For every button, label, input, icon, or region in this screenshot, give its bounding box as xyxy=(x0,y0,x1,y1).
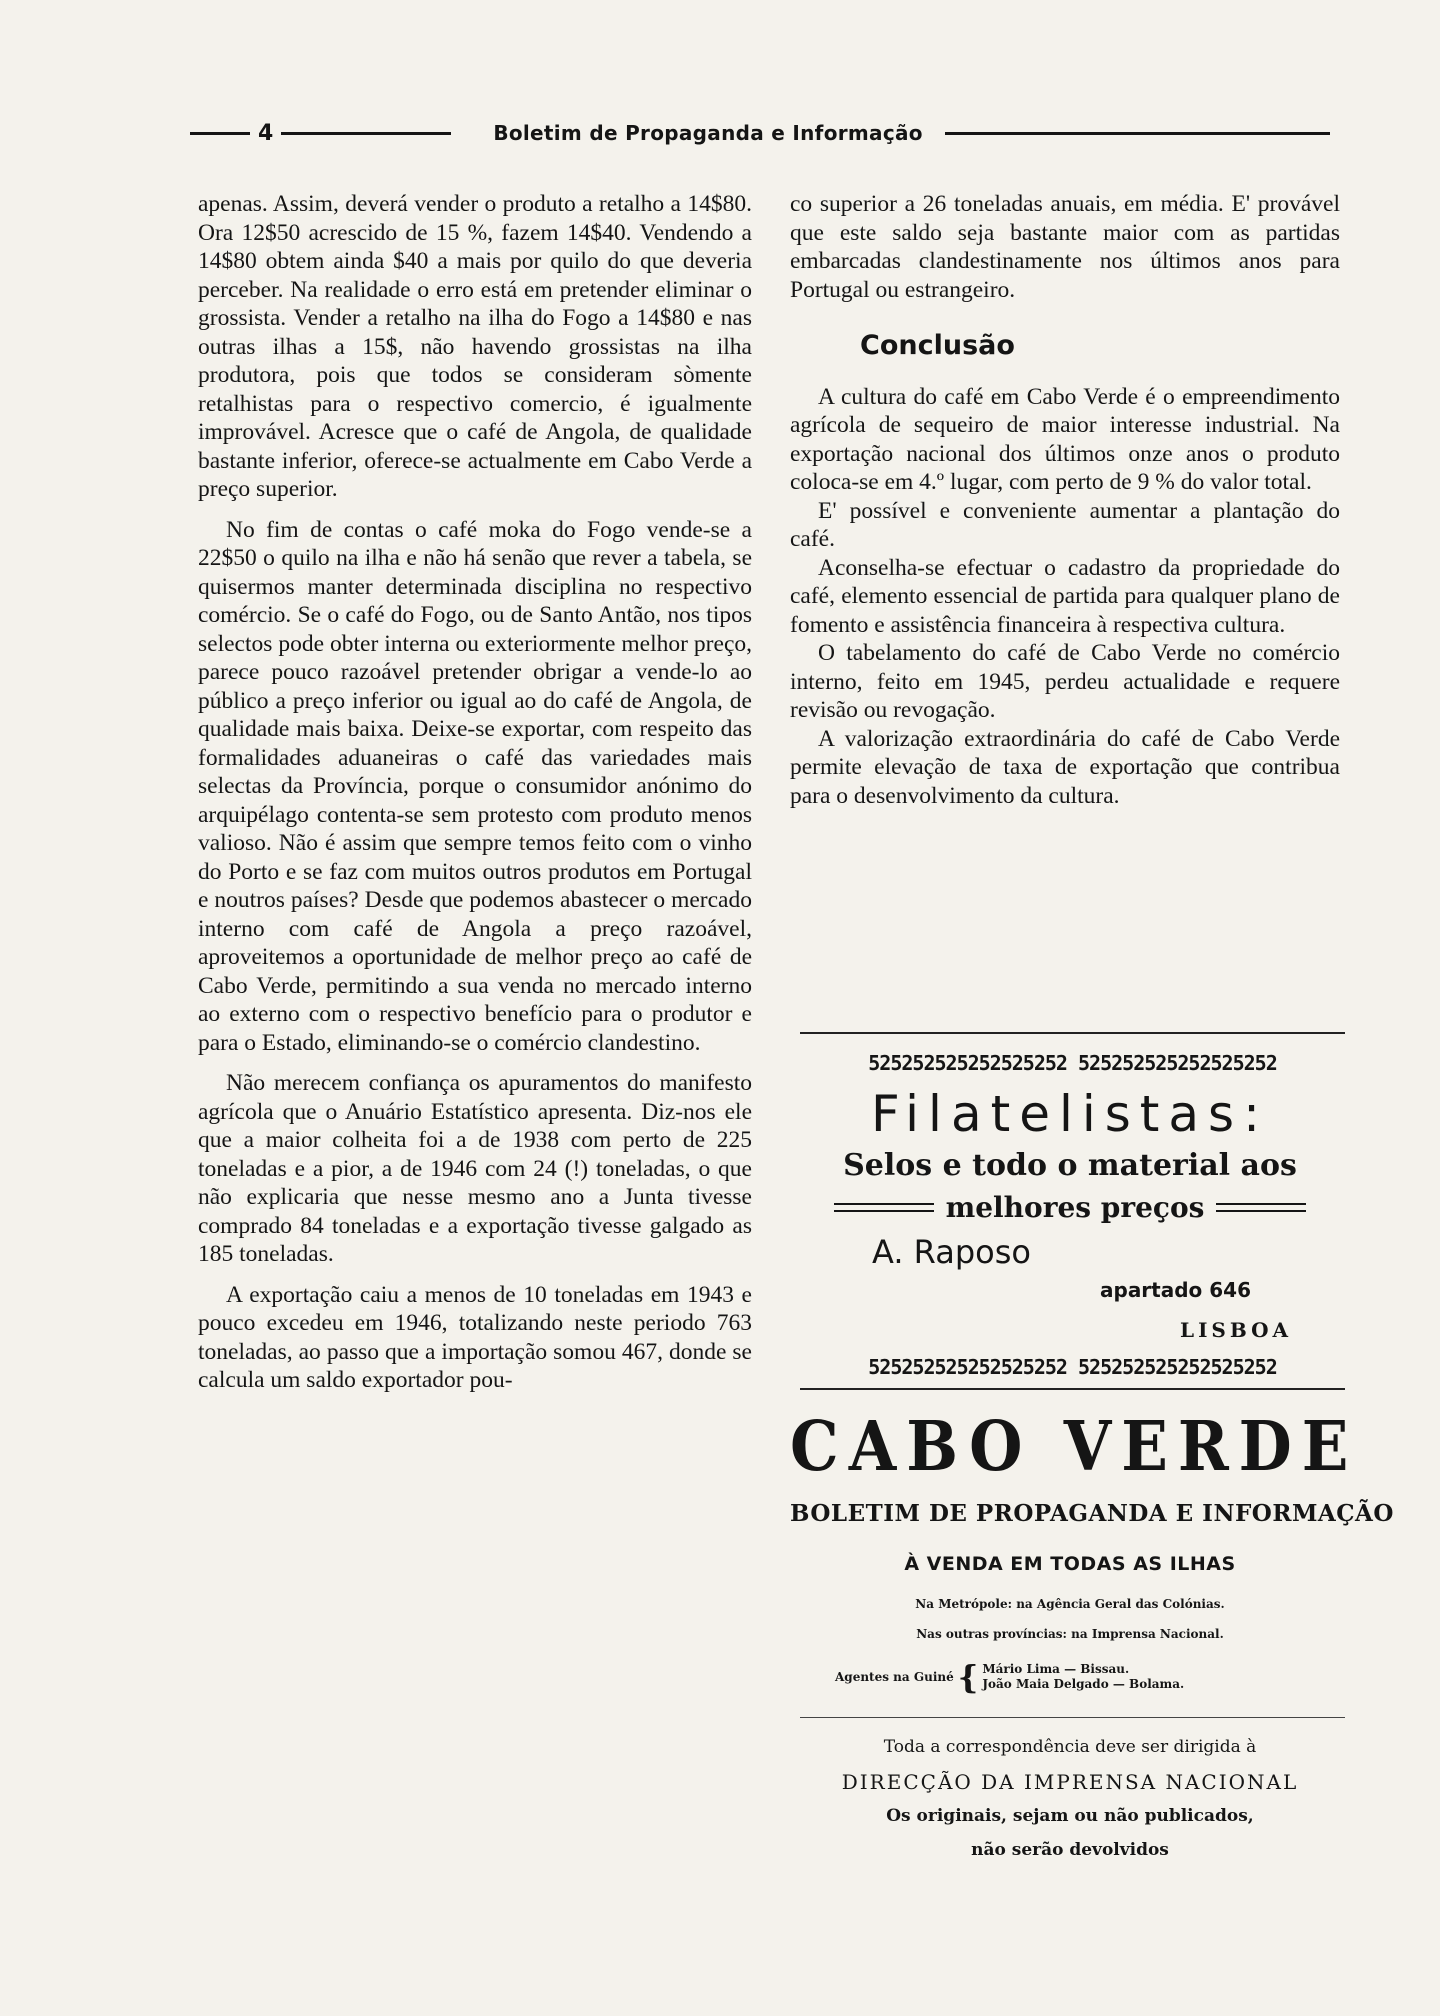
cabo-verde-provinces: Nas outras províncias: na Imprensa Nacional. xyxy=(916,1627,1224,1641)
right-column xyxy=(790,190,1340,810)
agents-block xyxy=(835,1658,1184,1696)
agents-names xyxy=(982,1662,1184,1692)
ad-bottom-rule xyxy=(800,1388,1345,1390)
ad-line-2 xyxy=(790,1191,1350,1224)
left-column xyxy=(198,190,752,1395)
header-rule-middle xyxy=(281,132,451,135)
running-header xyxy=(190,118,1330,148)
paragraph: A exportação caiu a menos de 10 toneladas em 1943 e pouco excedeu em 1946, totalizando neste periodo 763 toneladas, ao passo que a importação somou 467, donde se calcula um saldo exportador pou- xyxy=(198,1281,752,1393)
page-number: 4 xyxy=(258,120,274,146)
ad-border-pattern: 525252525252525252 525252525252525252 xyxy=(868,1052,1277,1074)
paragraph: co superior a 26 toneladas anuais, em média. E' provável que este saldo seja bastante maior com as partidas embarcadas clandestinamente nos últimos anos para Portugal ou estrangeiro. xyxy=(790,191,1340,303)
section-heading: Conclusão xyxy=(860,330,1015,361)
header-rule-left xyxy=(190,132,250,135)
ad-city: LISBOA xyxy=(1180,1318,1293,1342)
agents-label: Agentes na Guiné xyxy=(835,1670,954,1684)
cabo-verde-title: CABO VERDE xyxy=(790,1407,1359,1487)
cabo-verde-metropole: Na Metrópole: na Agência Geral das Colónias. xyxy=(915,1597,1225,1611)
cabo-verde-sale: À VENDA EM TODAS AS ILHAS xyxy=(904,1553,1236,1575)
header-rule-right xyxy=(945,132,1330,135)
correspondence-line-2: DIRECÇÃO DA IMPRENSA NACIONAL xyxy=(841,1770,1299,1794)
paragraph: Não merecem confiança os apuramentos do manifesto agrícola que o Anuário Estatístico apresenta. Diz-nos ele que a maior colheita foi a de 1938 com perto de 225 toneladas e a pior, a de 1946 com 24 (!) toneladas, o que não explicaria que nesse mesmo ano a Junta tivesse comprado 84 toneladas e a exportação tivesse galgado as 185 toneladas. xyxy=(198,1070,752,1267)
paragraph: apenas. Assim, deverá vender o produto a retalho a 14$80. Ora 12$50 acrescido de 15 %, fazem 14$40. Vendendo a 14$80 obtem ainda $40 a mais por quilo do que deveria perceber. Na realidade o erro está em pretender eliminar o grossista. Vender a retalho na ilha do Fogo a 14$80 e nas outras ilhas a 15$, não havendo grossistas na ilha produtora, pois que todos se consideram sòmente retalhistas para o respectivo comercio, é igualmente improvável. Acresce que o café de Angola, de qualidade bastante inferior, oferece-se actualmente em Cabo Verde a preço superior. xyxy=(198,191,752,502)
correspondence-line-4: não serão devolvidos xyxy=(971,1840,1169,1860)
brace-icon: { xyxy=(957,1658,979,1696)
correspondence-line-1: Toda a correspondência deve ser dirigida à xyxy=(883,1737,1257,1757)
ad-name: A. Raposo xyxy=(872,1233,1031,1271)
header-title: Boletim de Propaganda e Informação xyxy=(493,121,923,145)
ad-top-rule xyxy=(800,1032,1345,1034)
ad-border-pattern: 525252525252525252 525252525252525252 xyxy=(868,1356,1277,1378)
cabo-verde-subtitle: BOLETIM DE PROPAGANDA E INFORMAÇÃO xyxy=(790,1500,1394,1527)
paragraph: E' possível e conveniente aumentar a plantação do café. xyxy=(790,497,1340,552)
correspondence-rule xyxy=(800,1717,1345,1718)
agent-2: João Maia Delgado — Bolama. xyxy=(982,1677,1185,1691)
ad-address: apartado 646 xyxy=(1100,1278,1251,1302)
paragraph: A valorização extraordinária do café de Cabo Verde permite elevação de taxa de exportação que contribua para o desenvolvimento da cultura. xyxy=(790,725,1340,809)
agent-1: Mário Lima — Bissau. xyxy=(982,1662,1130,1676)
ad-line-2-text: melhores preços xyxy=(945,1191,1205,1224)
double-rule xyxy=(834,1203,934,1212)
paragraph: O tabelamento do café de Cabo Verde no comércio interno, feito em 1945, perdeu actualidade e requere revisão ou revogação. xyxy=(790,640,1340,723)
ad-title: Filatelistas: xyxy=(871,1085,1269,1143)
paragraph: No fim de contas o café moka do Fogo vende-se a 22$50 o quilo na ilha e não há senão que rever a tabela, se quisermos manter determinada disciplina no respectivo comércio. Se o café do Fogo, ou de Santo Antão, nos tipos selectos pode obter interna ou exteriormente melhor preço, parece pouco razoável pretender obrigar a vende-lo ao público a preço inferior ou igual ao do café de Angola, de qualidade mais baixa. Deixe-se exportar, com respeito das formalidades aduaneiras o café das variedades mais selectas da Província, porque o consumidor anónimo do arquipélago contenta-se sem protesto com produto menos valioso. Não é assim que sempre temos feito com o vinho do Porto e se faz com muitos outros produtos em Portugal e noutros países? Desde que podemos abastecer o mercado interno com café de Angola a preço razoável, aproveitemos a oportunidade de melhor preço ao café de Cabo Verde, permitindo a sua venda no mercado interno ao externo com o respectivo benefício para o produtor e para o Estado, eliminando-se o comércio clandestino. xyxy=(198,516,752,1056)
paragraph: A cultura do café em Cabo Verde é o empreendimento agrícola de sequeiro de maior interesse industrial. Na exportação nacional dos últimos onze anos o produto coloca-se em 4.º lugar, com perto de 9 % do valor total. xyxy=(790,383,1340,495)
paragraph: Aconselha-se efectuar o cadastro da propriedade do café, elemento essencial de partida para qualquer plano de fomento e assistência financeira à respectiva cultura. xyxy=(790,554,1340,638)
double-rule xyxy=(1216,1203,1306,1212)
ad-line-1: Selos e todo o material aos xyxy=(843,1148,1297,1183)
correspondence-line-3: Os originais, sejam ou não publicados, xyxy=(886,1806,1254,1826)
